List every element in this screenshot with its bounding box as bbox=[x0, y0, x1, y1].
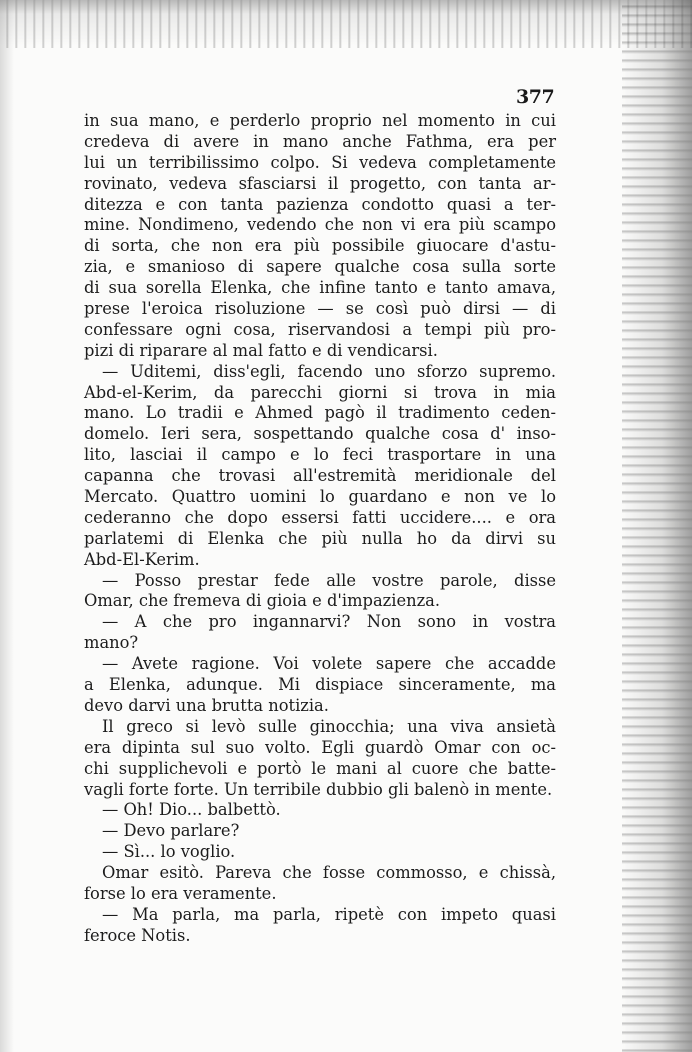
text-line: — A che pro ingannarvi? Non sono in vostra bbox=[102, 612, 556, 632]
text-line: — Devo parlare? bbox=[102, 821, 240, 841]
text-line: — Uditemi, diss'egli, facendo uno sforzo supremo. bbox=[102, 361, 556, 381]
text-line: feroce Notis. bbox=[84, 925, 191, 945]
text-line: capanna che trovasi all'estremità meridionale del bbox=[84, 466, 556, 486]
text-line: parlatemi di Elenka che più nulla ho da dirvi su bbox=[84, 528, 556, 548]
body-text bbox=[84, 111, 556, 947]
text-line: — Sì... lo voglio. bbox=[102, 842, 236, 862]
text-line: di sua sorella Elenka, che infine tanto e tanto amava, bbox=[84, 278, 556, 298]
text-line: forse lo era veramente. bbox=[84, 883, 277, 903]
text-line: domelo. Ieri sera, sospettando qualche cosa d' inso- bbox=[84, 424, 556, 444]
text-line: zia, e smanioso di sapere qualche cosa sulla sorte bbox=[84, 257, 556, 277]
text-line: a Elenka, adunque. Mi dispiace sinceramente, ma bbox=[84, 675, 556, 695]
text-line: Abd-el-Kerim, da parecchi giorni si trova in mia bbox=[84, 382, 556, 402]
text-line: ditezza e con tanta pazienza condotto quasi a ter- bbox=[84, 194, 556, 214]
text-line: Omar esitò. Pareva che fosse commosso, e chissà, bbox=[102, 863, 556, 883]
text-line: cederanno che dopo essersi fatti uccidere.... e ora bbox=[84, 507, 556, 527]
text-line: chi supplichevoli e portò le mani al cuore che batte- bbox=[84, 758, 556, 778]
text-line: vagli forte forte. Un terribile dubbio gli balenò in mente. bbox=[84, 779, 553, 799]
scan-edge-right bbox=[622, 0, 692, 1052]
text-line: era dipinta sul suo volto. Egli guardò Omar con oc- bbox=[84, 737, 556, 757]
text-line: — Oh! Dio... balbettò. bbox=[102, 800, 281, 820]
text-line: Abd-El-Kerim. bbox=[84, 549, 200, 569]
text-line: confessare ogni cosa, riservandosi a tempi più pro- bbox=[84, 319, 556, 339]
text-line: credeva di avere in mano anche Fathma, era per bbox=[84, 131, 556, 151]
text-line: lui un terribilissimo colpo. Si vedeva completamente bbox=[84, 152, 556, 172]
text-line: pizi di riparare al mal fatto e di vendicarsi. bbox=[84, 340, 438, 360]
text-line: mine. Nondimeno, vedendo che non vi era più scampo bbox=[84, 215, 556, 235]
text-line: Il greco si levò sulle ginocchia; una viva ansietà bbox=[102, 716, 556, 736]
text-line: di sorta, che non era più possibile giuocare d'astu- bbox=[84, 236, 556, 256]
text-line: prese l'eroica risoluzione — se così può dirsi — di bbox=[84, 299, 556, 319]
page-number: 377 bbox=[516, 86, 555, 108]
text-line: in sua mano, e perderlo proprio nel momento in cui bbox=[84, 111, 556, 130]
text-line: Mercato. Quattro uomini lo guardano e non ve lo bbox=[84, 487, 556, 507]
text-line: rovinato, vedeva sfasciarsi il progetto, con tanta ar- bbox=[84, 173, 556, 193]
text-line: — Ma parla, ma parla, ripetè con impeto quasi bbox=[102, 904, 556, 924]
text-line: — Posso prestar fede alle vostre parole, disse bbox=[102, 570, 556, 590]
scan-edge-top bbox=[0, 0, 692, 48]
text-line: mano? bbox=[84, 633, 139, 653]
scan-edge-left bbox=[0, 0, 14, 1052]
text-line: Omar, che fremeva di gioia e d'impazienza. bbox=[84, 591, 441, 611]
text-line: lito, lasciai il campo e lo feci trasportare in una bbox=[84, 445, 556, 465]
text-line: — Avete ragione. Voi volete sapere che accadde bbox=[102, 654, 556, 674]
text-line: mano. Lo tradii e Ahmed pagò il tradimento ceden- bbox=[84, 403, 556, 423]
text-line: devo darvi una brutta notizia. bbox=[84, 695, 329, 715]
